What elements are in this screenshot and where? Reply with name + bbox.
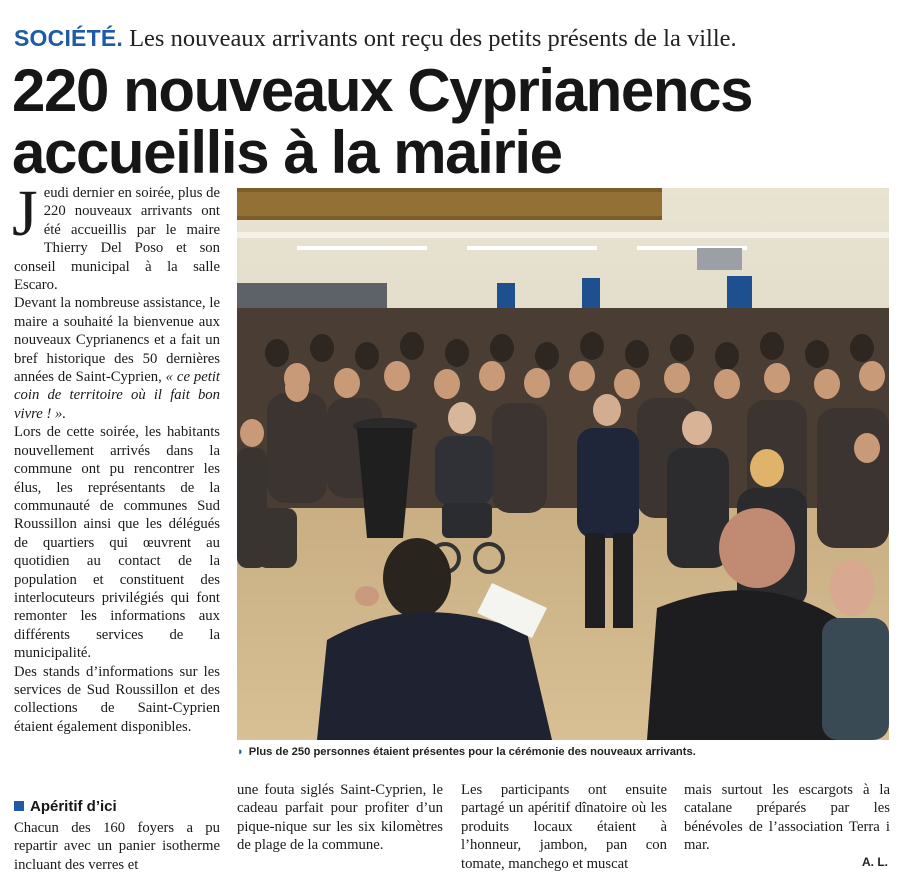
article-body-intro [12, 177, 220, 736]
aperitif-text-col-3 [461, 781, 667, 873]
mayor-quote: « ce petit coin de territoire où il fait bon vivre ! ». [14, 369, 220, 422]
aperitif-text-col-4 [684, 781, 890, 855]
square-bullet-icon [14, 801, 24, 811]
drop-cap: J [12, 177, 38, 250]
subheading-text: Apéritif d’ici [30, 798, 117, 815]
paragraph-4: Des stands d’informations sur les services de Sud Roussillon et des collections de Saint-Cyprien étaient également disponibles. [14, 663, 220, 735]
kicker [14, 22, 894, 55]
aperitif-text-col-2 [237, 781, 443, 855]
kicker-subtitle: Les nouveaux arrivants ont reçu des petits présents de la ville. [122, 25, 737, 52]
paragraph-3: Lors de cette soirée, les habitants nouvellement arrivés dans la commune ont pu rencontrer les élus, les représentants de la communauté de communes Sud Roussillon ainsi que les délégués de quartiers qui œuvrent au quotidien au contact de la population et constituent des interlocuteurs privilégiés qui font remonter les informations aux différents services de la municipalité. [14, 424, 220, 662]
caption-arrow-icon: ◗ [237, 746, 244, 758]
paragraph-2 [14, 294, 220, 423]
aperitif-text-col-1 [14, 819, 220, 874]
author-signature: A. L. [862, 855, 888, 869]
aperitif-paragraph-1: Chacun des 160 foyers a pu repartir avec un panier isotherme incluant des verres et [14, 820, 220, 873]
paragraph-1: eudi dernier en soirée, plus de 220 nouveaux arrivants ont été accueillis par le maire Thierry Del Poso et son conseil municipal à la salle Escaro. [14, 185, 220, 294]
subheading-aperitif [14, 797, 220, 817]
event-photo [237, 188, 889, 740]
section-tag: SOCIÉTÉ. [14, 25, 123, 51]
aperitif-paragraph-4: mais surtout les escargots à la catalane préparés par les bénévoles de l’association Terra i mar. [684, 782, 890, 854]
paragraph-2-text: Devant la nombreuse assistance, le maire a souhaité la bienvenue aux nouveaux Cyprianencs et a fait un bref historique des 50 dernières années de Saint-Cyprien, [14, 295, 220, 386]
caption-text: Plus de 250 personnes étaient présentes pour la cérémonie des nouveaux arrivants. [248, 746, 696, 758]
aperitif-paragraph-2: une fouta siglés Saint-Cyprien, le cadeau parfait pour profiter d’un pique-nique sur les six kilomètres de plage de la commune. [237, 782, 443, 854]
headline: 220 nouveaux Cyprianencs accueillis à la mairie [12, 57, 753, 186]
crowd-illustration [237, 188, 889, 740]
photo-caption [237, 744, 889, 760]
aperitif-paragraph-3: Les participants ont ensuite partagé un apéritif dînatoire où les produits locaux étaient à l’honneur, jambon, pan con tomate, manchego et muscat [461, 782, 667, 872]
